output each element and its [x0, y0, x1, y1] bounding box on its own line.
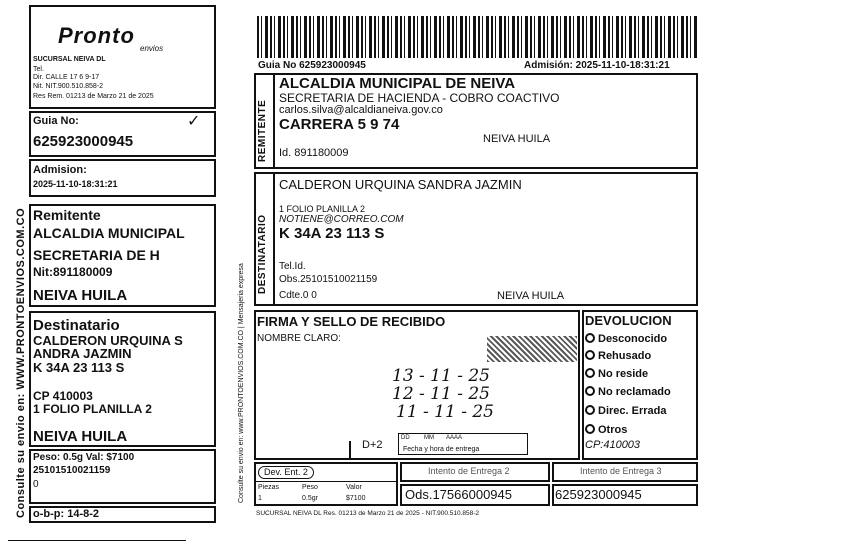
guia-header: Guia No 625923000945: [258, 60, 366, 71]
piezas-divider: [254, 481, 398, 482]
stub-remitente-label: Remitente: [33, 207, 101, 223]
radio-no-reclamado[interactable]: [585, 386, 595, 396]
stub-nit: Nit. NIT.900.510.858-2: [33, 83, 104, 90]
stub-address: Dir. CALLE 17 6 9-17: [33, 74, 100, 81]
firma-title: FIRMA Y SELLO DE RECIBIDO: [257, 314, 446, 329]
check-mark-icon: ✓: [187, 113, 201, 130]
handwritten-date-2: 12 - 11 - 25: [392, 384, 490, 404]
destinatario-address: K 34A 23 113 S: [279, 225, 385, 242]
handwritten-date-3: 11 - 11 - 25: [396, 402, 494, 422]
stub-remitente-line2: SECRETARIA DE H: [33, 247, 160, 263]
stub-guia-label: Guia No:: [33, 115, 79, 127]
stub-destinatario-label: Destinatario: [33, 317, 120, 334]
col-value-piezas: 1: [258, 495, 262, 502]
stub-route-code: o-b-p: 14-8-2: [33, 508, 99, 520]
destinatario-tel: Tel.Id.: [279, 261, 306, 272]
destinatario-name: CALDERON URQUINA SANDRA JAZMIN: [279, 177, 522, 192]
bottom-rule: [8, 540, 186, 541]
col-header-piezas: Piezas: [258, 484, 280, 491]
dev-ent-checkbox[interactable]: Dev. Ent. 2: [258, 466, 314, 479]
remitente-email: carlos.silva@alcaldianeiva.gov.co: [279, 104, 443, 116]
col-value-valor: $7100: [346, 495, 366, 502]
remitente-tab-divider: [273, 73, 275, 169]
stub-destinatario-line1: CALDERON URQUINA S: [33, 333, 183, 348]
handwritten-date-1: 13 - 11 - 25: [392, 366, 490, 386]
destinatario-obs: Obs.25101510021159: [279, 274, 378, 285]
radio-otros[interactable]: [585, 424, 595, 434]
devolucion-option-desconocido[interactable]: [585, 333, 667, 345]
intento2-label: Intento de Entrega 2: [428, 466, 510, 476]
firma-nombre-label: NOMBRE CLARO:: [257, 333, 341, 344]
stub-admision-label: Admision:: [33, 164, 87, 176]
devolucion-option-no-reclamado[interactable]: [585, 386, 671, 398]
devolucion-option-label: Direc. Errada: [598, 405, 667, 417]
main-side-text: Consulte su envio en: www.PRONTOENVIOS.COM.CO | Mensajeria expresa: [238, 263, 245, 503]
intento3-label: Intento de Entrega 3: [580, 466, 662, 476]
stub-destinatario-cp: CP 410003: [33, 389, 93, 403]
firma-d-label: D+2: [362, 439, 383, 451]
signature-stamp: [487, 336, 577, 362]
remitente-name: ALCALDIA MUNICIPAL DE NEIVA: [279, 75, 516, 92]
radio-desconocido[interactable]: [585, 333, 595, 343]
devolucion-cp: CP:410003: [585, 439, 641, 451]
date-caption: Fecha y hora de entrega: [403, 446, 480, 453]
col-value-peso: 0.5gr: [302, 495, 318, 502]
destinatario-tab-divider: [273, 172, 275, 306]
stub-resolution: Res Rem. 01213 de Marzo 21 de 2025: [33, 93, 154, 100]
devolucion-option-label: Desconocido: [598, 333, 668, 345]
col-header-valor: Valor: [346, 484, 362, 491]
radio-no-reside[interactable]: [585, 368, 595, 378]
radio-direc-errada[interactable]: [585, 405, 595, 415]
devolucion-option-label: Otros: [598, 424, 628, 436]
ods-number: Ods.17566000945: [405, 487, 512, 502]
devolucion-option-label: Rehusado: [598, 350, 652, 362]
stub-destinatario-city: NEIVA HUILA: [33, 428, 128, 445]
footer-text: SUCURSAL NEIVA DL Res. 01213 de Marzo 21 de 2025 - NIT.900.510.858-2: [256, 510, 480, 517]
stub-branch: SUCURSAL NEIVA DL: [33, 56, 106, 63]
stub-obs-number: 25101510021159: [33, 465, 111, 476]
stub-side-text: Consulte su envio en: WWW.PRONTOENVIOS.COM.CO: [15, 207, 27, 518]
devolucion-option-rehusado[interactable]: [585, 350, 651, 362]
destinatario-email: NOTIENE@CORREO.COM: [279, 214, 404, 225]
destinatario-cdte: Cdte.0 0: [279, 290, 317, 301]
devolucion-title: DEVOLUCION: [585, 313, 672, 328]
stub-remitente-nit: Nit:891180009: [33, 265, 113, 279]
remitente-id: Id. 891180009: [279, 147, 349, 159]
stub-admision-value: 2025-11-10-18:31:21: [33, 179, 118, 189]
devolucion-option-no-reside[interactable]: [585, 368, 648, 380]
stub-peso: Peso: 0.5g Val: $7100: [33, 452, 135, 463]
stub-destinatario-address: K 34A 23 113 S: [33, 360, 125, 375]
radio-rehusado[interactable]: [585, 350, 595, 360]
guia-bottom-number: 625923000945: [555, 487, 642, 502]
stub-remitente-city: NEIVA HUILA: [33, 287, 128, 304]
destinatario-content: 1 FOLIO PLANILLA 2: [279, 204, 366, 214]
barcode: [257, 16, 697, 58]
stub-guia-number: 625923000945: [33, 133, 134, 150]
remitente-dept: SECRETARIA DE HACIENDA - COBRO COACTIVO: [279, 91, 560, 105]
date-col-aaaa: AAAA: [446, 435, 463, 441]
date-col-mm: MM: [424, 435, 434, 441]
stub-remitente-line1: ALCALDIA MUNICIPAL: [33, 225, 185, 241]
stub-zero: 0: [33, 479, 39, 490]
col-header-peso: Peso: [302, 484, 318, 491]
remitente-city: NEIVA HUILA: [483, 133, 551, 145]
destinatario-city: NEIVA HUILA: [497, 290, 565, 302]
devolucion-option-direc-errada[interactable]: [585, 405, 666, 417]
admision-header: Admisión: 2025-11-10-18:31:21: [524, 60, 670, 71]
devolucion-option-otros[interactable]: [585, 424, 627, 436]
devolucion-option-label: No reside: [598, 368, 649, 380]
devolucion-option-label: No reclamado: [598, 386, 671, 398]
remitente-tab: REMITENTE: [257, 99, 268, 162]
handwritten-tick: [349, 441, 351, 458]
stub-destinatario-line2: ANDRA JAZMIN: [33, 346, 132, 361]
remitente-address: CARRERA 5 9 74: [279, 116, 400, 133]
logo: Pronto: [58, 23, 135, 48]
stub-destinatario-content: 1 FOLIO PLANILLA 2: [33, 402, 152, 416]
date-col-dd: DD: [401, 435, 410, 441]
destinatario-tab: DESTINATARIO: [257, 214, 268, 294]
logo-sub: envios: [140, 44, 164, 53]
stub-tel: Tel.: [33, 66, 44, 73]
